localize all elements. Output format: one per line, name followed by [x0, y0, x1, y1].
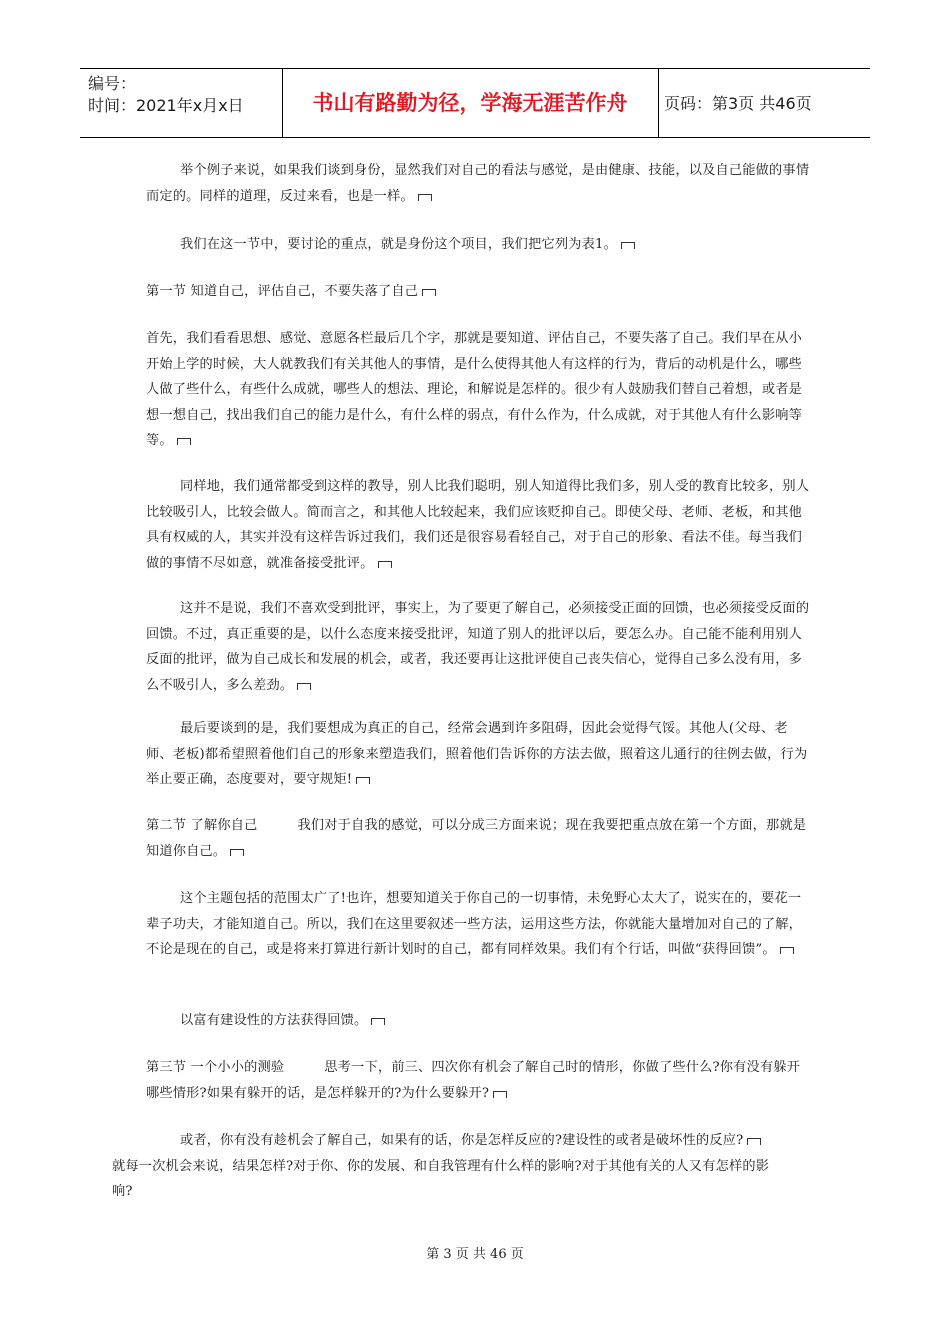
page-footer: 第 3 页 共 46 页 — [426, 1247, 524, 1262]
return-mark-icon — [378, 561, 392, 568]
page-header — [80, 68, 870, 138]
paragraph-text: 就每一次机会来说，结果怎样?对于你、你的发展、和自我管理有什么样的影响?对于其他有关的人又有怎样的影响? — [112, 1158, 770, 1199]
paragraph-text: 这个主题包括的范围太广了!也许，想要知道关于你自己的一切事情，未免野心太大了，说实在的，要花一辈子功夫，才能知道自己。所以，我们在这里要叙述一些方法，运用这些方法，你就能大量增加对自己的了解，不论是现在的自己，或是将来打算进行新计划时的自己，都有同样效果。我们有个行话，叫做“获得回馈”。 — [146, 891, 802, 957]
return-mark-icon — [493, 1091, 507, 1098]
paragraph — [146, 232, 810, 258]
paragraph-text: 或者，你有没有趁机会了解自己，如果有的话，你是怎样反应的?建设性的或者是破坏性的反应? — [180, 1133, 744, 1148]
header-divider — [658, 69, 659, 137]
paragraph — [146, 813, 810, 864]
return-mark-icon — [297, 683, 311, 690]
return-mark-icon — [371, 1018, 385, 1025]
paragraph-text: 以富有建设性的方法获得回馈。 — [180, 1013, 368, 1028]
paragraph — [146, 1055, 810, 1106]
paragraph — [146, 886, 810, 963]
header-meta — [88, 73, 280, 117]
return-mark-icon — [422, 289, 436, 296]
return-mark-icon — [621, 242, 635, 249]
paragraph-text: 我们对于自我的感觉，可以分成三方面来说；现在我要把重点放在第一个方面，那就是知道你自己。 — [146, 818, 807, 859]
section-heading-text: 第二节 了解你自己 — [146, 818, 258, 833]
return-mark-icon — [230, 849, 244, 856]
return-mark-icon — [356, 777, 370, 784]
return-mark-icon — [780, 947, 794, 954]
return-mark-icon — [177, 438, 191, 445]
section-heading-text: 第一节 知道自己，评估自己，不要失落了自己 — [146, 284, 419, 299]
section-heading — [146, 279, 810, 305]
paragraph — [112, 1128, 810, 1205]
paragraph — [146, 158, 810, 209]
paragraph — [146, 474, 810, 576]
paragraph-text: 举个例子来说，如果我们谈到身份，显然我们对自己的看法与感觉，是由健康、技能，以及自己能做的事情而定的。同样的道理，反过来看，也是一样。 — [146, 163, 810, 204]
paragraph — [146, 716, 810, 793]
number-label: 编号： — [88, 74, 137, 93]
paragraph — [146, 326, 810, 454]
paragraph-text: 我们在这一节中，要讨论的重点，就是身份这个项目，我们把它列为表1。 — [180, 237, 617, 252]
paragraph-text: 首先，我们看看思想、感觉、意愿各栏最后几个字，那就是要知道、评估自己，不要失落了自己。我们早在从小开始上学的时候，大人就教我们有关其他人的事情，是什么使得其他人有这样的行为，背后的动机是什么，哪些人做了些什么，有些什么成就，哪些人的想法、理论，和解说是怎样的。很少有人鼓励我们替自己着想，或者是想一想自己，找出我们自己的能力是什么，有什么样的弱点，有什么作为，什么成就，对于其他人有什么影响等等。 — [146, 331, 802, 448]
header-page-code: 页码：第3页 共46页 — [664, 94, 812, 113]
paragraph-text: 这并不是说，我们不喜欢受到批评，事实上，为了要更了解自己，必须接受正面的回馈，也必须接受反面的回馈。不过，真正重要的是，以什么态度来接受批评，知道了别人的批评以后，要怎么办。自己能不能利用别人反面的批评，做为自己成长和发展的机会，或者，我还要再让这批评使自己丧失信心，觉得自己多么没有用，多么不吸引人，多么差劲。 — [146, 601, 810, 693]
return-mark-icon — [747, 1138, 761, 1145]
section-heading-text: 第三节 一个小小的测验 — [146, 1060, 285, 1075]
paragraph-text: 同样地，我们通常都受到这样的教导，别人比我们聪明，别人知道得比我们多，别人受的教育比较多，别人比较吸引人，比较会做人。简而言之，和其他人比较起来，我们应该贬抑自己。即使父母、老师、老板，和其他具有权威的人，其实并没有这样告诉过我们，我们还是很容易看轻自己，对于自己的形象、看法不佳。每当我们做的事情不尽如意，就准备接受批评。 — [146, 479, 810, 571]
return-mark-icon — [418, 194, 432, 201]
time-label: 时间：2021年x月x日 — [88, 96, 244, 115]
header-motto: 书山有路勤为径，学海无涯苦作舟 — [312, 91, 628, 115]
paragraph-text: 思考一下，前三、四次你有机会了解自己时的情形，你做了些什么?你有没有躲开哪些情形?如果有躲开的话，是怎样躲开的?为什么要躲开? — [146, 1060, 801, 1101]
paragraph-text: 最后要谈到的是，我们要想成为真正的自己，经常会遇到许多阻碍，因此会觉得气馁。其他人(父母、老师、老板)都希望照着他们自己的形象来塑造我们，照着他们告诉你的方法去做，照着这儿通行的往例去做，行为举止要正确，态度要对，要守规矩! — [146, 721, 808, 787]
header-divider — [282, 69, 283, 137]
paragraph — [146, 596, 810, 698]
paragraph — [146, 1008, 810, 1034]
